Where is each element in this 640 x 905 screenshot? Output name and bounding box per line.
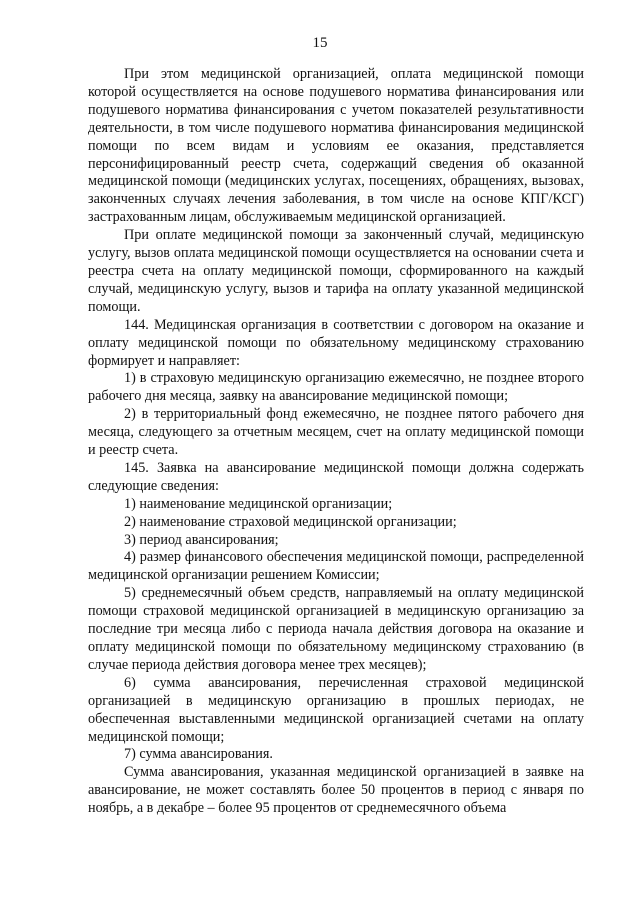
paragraph: 145. Заявка на авансирование медицинской помощи должна содержать следующие сведения: (88, 459, 584, 494)
paragraph: При этом медицинской организацией, оплата медицинской помощи которой осуществляется на основе подушевого норматива финансирования или подушевого норматива финансирования с учетом показателей результативности деятельности, в том числе подушевого норматива финансирования медицинской помощи по всем видам и условиям ее оказания, представляется персонифицированный реестр счета, содержащий сведения об оказанной медицинской помощи (медицинских услугах, посещениях, обращениях, вызовах, законченных случаях лечения заболевания, в том числе на основе КПГ/КСГ) застрахованным лицам, обслуживаемым медицинской организацией. (88, 66, 584, 226)
list-item: 7) сумма авансирования. (124, 746, 273, 763)
list-item: 2) в территориальный фонд ежемесячно, не позднее пятого рабочего дня месяца, следующего за отчетным месяцем, счет на оплату медицинской помощи и реестр счета. (88, 406, 584, 459)
list-item: 6) сумма авансирования, перечисленная страховой медицинской организацией в медицинскую организацию в прошлых периодах, не обеспеченная выставленными медицинской организацией счетами на оплату медицинской помощи; (88, 674, 584, 745)
page-number: 15 (312, 35, 328, 51)
list-item: 2) наименование страховой медицинской организации; (124, 513, 457, 530)
list-item: 4) размер финансового обеспечения медицинской помощи, распределенной медицинской организации решением Комиссии; (88, 549, 584, 584)
list-item: 5) среднемесячный объем средств, направляемый на оплату медицинской помощи страховой медицинской организацией в медицинскую организацию за последние три месяца либо с периода начала действия договора на оказание и оплату медицинской помощи по обязательному медицинскому страхованию (в случае периода действия договора менее трех месяцев); (88, 585, 584, 673)
list-item: 3) период авансирования; (124, 531, 279, 548)
list-item: 1) наименование медицинской организации; (124, 495, 393, 512)
document-body (88, 66, 584, 818)
list-item: 1) в страховую медицинскую организацию ежемесячно, не позднее второго рабочего дня месяца, заявку на авансирование медицинской помощи; (88, 370, 584, 405)
paragraph: Сумма авансирования, указанная медицинской организацией в заявке на авансирование, не может составлять более 50 процентов в период с января по ноябрь, а в декабре – более 95 процентов от среднемесячного объема (88, 764, 584, 817)
paragraph: 144. Медицинская организация в соответствии с договором на оказание и оплату медицинской помощи по обязательному медицинскому страхованию формирует и направляет: (88, 316, 584, 369)
paragraph: При оплате медицинской помощи за законченный случай, медицинскую услугу, вызов оплата медицинской помощи осуществляется на основании счета и реестра счета на оплату медицинской помощи, сформированного на каждый случай, медицинскую услугу, вызов и тарифа на оплату указанной медицинской помощи. (88, 227, 584, 315)
